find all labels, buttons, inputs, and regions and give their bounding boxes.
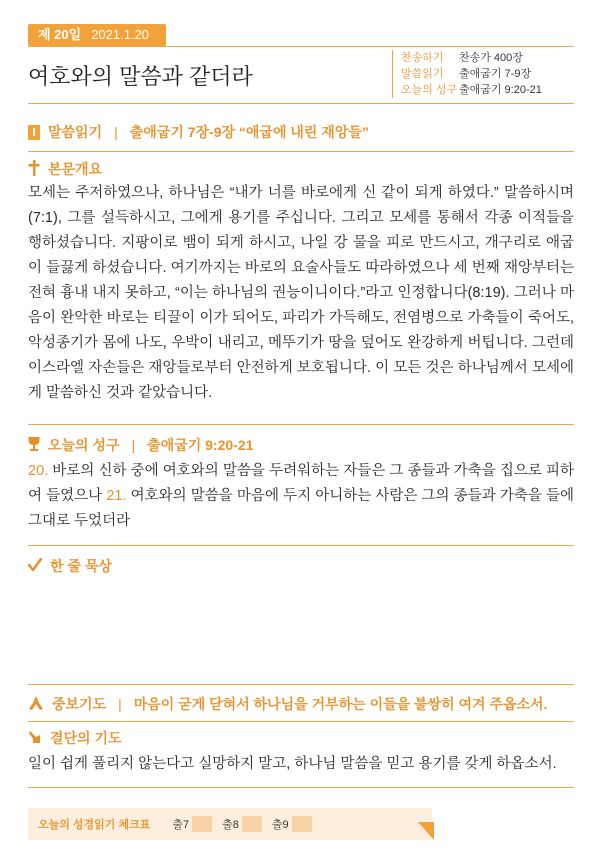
- bible-icon: [28, 125, 40, 140]
- pointing-hand-icon: [28, 729, 42, 748]
- header-top-rule: [28, 46, 574, 47]
- check-icon: [28, 558, 42, 575]
- reading-text: 출애굽기 7장-9장 “애굽에 내린 재앙들”: [129, 124, 369, 140]
- summary-section-head: [28, 159, 102, 179]
- rule: [28, 545, 574, 546]
- checklist-item[interactable]: [222, 816, 262, 832]
- info-label: 말씀읽기: [401, 68, 444, 80]
- intercession-heading: 중보기도: [52, 696, 107, 712]
- cross-icon: [28, 160, 40, 179]
- checklist-checkbox[interactable]: [242, 816, 262, 832]
- resolution-text: 일이 쉽게 풀리지 않는다고 실망하지 말고, 하나님 말씀을 믿고 용기를 갖게 하옵소서.: [28, 756, 557, 772]
- verse-number: 20.: [28, 463, 49, 479]
- rule: [28, 424, 574, 425]
- checklist-checkbox[interactable]: [292, 816, 312, 832]
- info-row-hymn: [401, 50, 542, 66]
- info-value: 출애굽기 9:20-21: [459, 84, 542, 96]
- corner-fold-decoration: [418, 822, 434, 840]
- info-label: 오늘의 성구: [401, 84, 458, 96]
- header-bottom-rule: [28, 103, 574, 104]
- day-tab: [28, 24, 166, 46]
- rule: [28, 787, 574, 788]
- checklist-item-label: 출9: [271, 819, 289, 831]
- info-value: 찬송가 400장: [459, 52, 523, 64]
- info-row-reading: [401, 66, 542, 82]
- reading-section-head: [28, 122, 369, 142]
- info-row-verse: [401, 82, 542, 98]
- info-value: 출애굽기 7-9장: [459, 68, 532, 80]
- checklist-item[interactable]: [172, 816, 212, 832]
- date-label: 2021.1.20: [91, 27, 150, 42]
- checklist-checkbox[interactable]: [192, 816, 212, 832]
- intercession-text: 마음이 굳게 닫혀서 하나님을 거부하는 이들을 불쌍히 여겨 주옵소서.: [133, 696, 548, 712]
- reading-heading: 말씀읽기: [48, 124, 103, 140]
- checklist-item-label: 출7: [172, 819, 190, 831]
- checklist-item[interactable]: [272, 816, 312, 832]
- rule: [28, 721, 574, 722]
- chalice-icon: [28, 436, 40, 455]
- verse-text: [28, 459, 574, 534]
- resolution-section-head: [28, 728, 122, 748]
- day-label: 제 20일: [38, 27, 82, 42]
- separator: |: [118, 696, 122, 712]
- reading-checklist: [28, 808, 432, 840]
- info-box: [392, 50, 542, 98]
- checklist-label: 오늘의 성경읽기 체크표: [38, 819, 151, 831]
- summary-text: 모세는 주저하였으나, 하나님은 “내가 너를 바로에게 신 같이 되게 하였다.” 말씀하시며(7:1), 그를 설득하시고, 그에게 용기를 주십니다. 그리고 모세를 통해서 각종 이적들을 행하셨습니다. 지팡이로 뱀이 되게 하시고, 나일 강 물을 피로 만드시고, 개구리로 애굽이 들끓게 하셨습니다. 여기까지는 바로의 요술사들도 따라하였으나 세 번째 재앙부터는 전혀 흉내 내지 못하고, “이는 하나님의 권능이니이다.”라고 인정합니다(8:19). 그러나 마음이 완악한 바로는 티끌이 이가 되어도, 파리가 가득해도, 전염병으로 가축들이 죽어도, 악성종기가 몸에 나도, 우박이 내리고, 메뚜기가 땅을 덮어도 완강하게 버팁니다. 그런데 이스라엘 자손들은 재앙들로부터 안전하게 보호됩니다. 이 모든 것은 하나님께서 모세에게 말씀하신 것과 같았습니다.: [28, 185, 574, 401]
- resolution-heading: 결단의 기도: [50, 730, 122, 746]
- rule: [28, 151, 574, 152]
- page-title: 여호와의 말씀과 같더라: [28, 64, 253, 89]
- separator: |: [131, 437, 136, 453]
- verse-body: 여호와의 말씀을 마음에 두지 아니하는 사람은 그의 종들과 가축을 들에 그대로 두었더라: [28, 488, 574, 529]
- verse-heading: 오늘의 성구: [48, 437, 120, 453]
- separator: |: [114, 124, 118, 140]
- meditation-heading: 한 줄 묵상: [50, 558, 112, 574]
- praying-hands-icon: [28, 695, 44, 714]
- verse-body: 바로의 신하 중에 여호와의 말씀을 두려워하는 자들은 그 종들과 가축을 집으로 피하여 들였으나: [28, 463, 574, 504]
- verse-ref: 출애굽기 9:20-21: [147, 437, 254, 453]
- verse-number: 21.: [106, 488, 127, 504]
- info-label: 찬송하기: [401, 52, 444, 64]
- meditation-section-head: [28, 556, 112, 576]
- rule: [28, 684, 574, 685]
- checklist-item-label: 출8: [222, 819, 239, 831]
- intercession-section-head: [28, 694, 547, 714]
- verse-section-head: [28, 435, 253, 455]
- summary-heading: 본문개요: [48, 161, 103, 177]
